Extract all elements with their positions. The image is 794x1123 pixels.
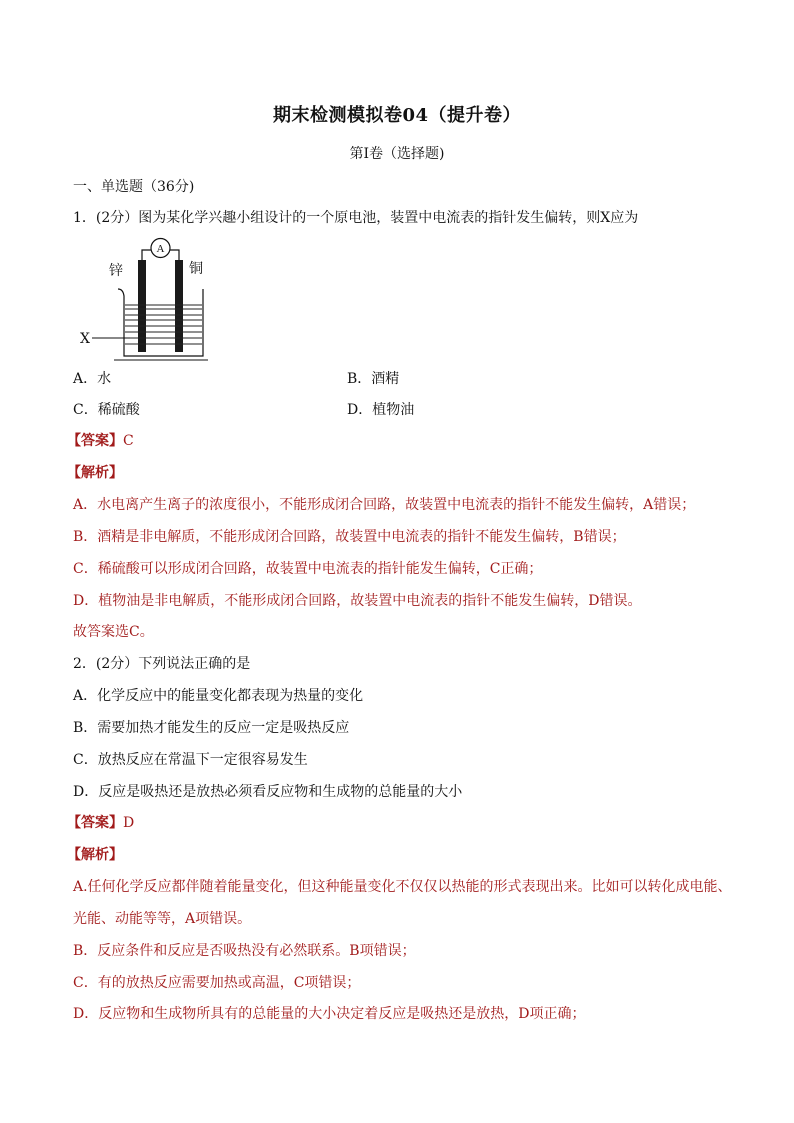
q2-option: C．放热反应在常温下一定很容易发生	[73, 752, 308, 768]
q2-answer	[67, 816, 134, 830]
page-subtitle: 第I卷（选择题)	[349, 146, 445, 162]
q2-analysis-label: 【解析】	[67, 847, 123, 863]
answer-value: C	[123, 433, 134, 449]
x-label: X	[80, 331, 90, 347]
q2-option: B．需要加热才能发生的反应一定是吸热反应	[73, 720, 350, 736]
answer-label: 【答案】	[67, 433, 123, 449]
section-heading: 一、单选题（36分)	[73, 179, 195, 195]
ammeter-label: A	[156, 243, 165, 255]
question-2-stem: 2．(2分）下列说法正确的是	[73, 656, 251, 672]
q1-analysis-line: B．酒精是非电解质，不能形成闭合回路，故装置中电流表的指针不能发生偏转，B错误；	[73, 529, 626, 545]
page-title: 期末检测模拟卷04（提升卷）	[272, 105, 522, 126]
answer-label: 【答案】	[67, 815, 123, 831]
beaker-outline	[118, 289, 203, 356]
q2-analysis-line: C．有的放热反应需要加热或高温，C项错误；	[73, 975, 361, 991]
q1-analysis-label: 【解析】	[67, 465, 123, 481]
q2-option: D．反应是吸热还是放热必须看反应物和生成物的总能量的大小	[73, 784, 463, 800]
question-1-stem: 1．(2分）图为某化学兴趣小组设计的一个原电池，装置中电流表的指针发生偏转，则X应为	[73, 210, 639, 226]
q1-option-c: C．稀硫酸	[73, 402, 140, 418]
q1-analysis-line: D．植物油是非电解质，不能形成闭合回路，故装置中电流表的指针不能发生偏转，D错误。	[73, 593, 642, 609]
answer-value: D	[123, 815, 135, 831]
q2-option: A．化学反应中的能量变化都表现为热量的变化	[73, 688, 364, 704]
q1-analysis-line: A．水电离产生离子的浓度很小，不能形成闭合回路，故装置中电流表的指针不能发生偏转，A错误；	[73, 497, 696, 513]
q1-analysis-line: C．稀硫酸可以形成闭合回路，故装置中电流表的指针能发生偏转，C正确；	[73, 561, 543, 577]
galvanic-cell-diagram	[72, 236, 292, 366]
q1-answer	[67, 434, 134, 448]
q1-conclusion: 故答案选C。	[73, 624, 154, 640]
zinc-label: 锌	[109, 263, 123, 279]
q2-analysis-line: A.任何化学反应都伴随着能量变化，但这种能量变化不仅仅以热能的形式表现出来。比如可以转化成电能、	[73, 879, 732, 895]
q2-analysis-line: D．反应物和生成物所具有的总能量的大小决定着反应是吸热还是放热，D项正确；	[73, 1006, 586, 1022]
q1-option-d: D．植物油	[347, 402, 415, 418]
q2-analysis-line: B．反应条件和反应是否吸热没有必然联系。B项错误；	[73, 943, 416, 959]
copper-label: 铜	[189, 261, 203, 277]
q1-option-b: B．酒精	[347, 371, 400, 387]
q1-option-a: A．水	[73, 371, 112, 387]
q2-analysis-line: 光能、动能等等，A项错误。	[73, 911, 252, 927]
